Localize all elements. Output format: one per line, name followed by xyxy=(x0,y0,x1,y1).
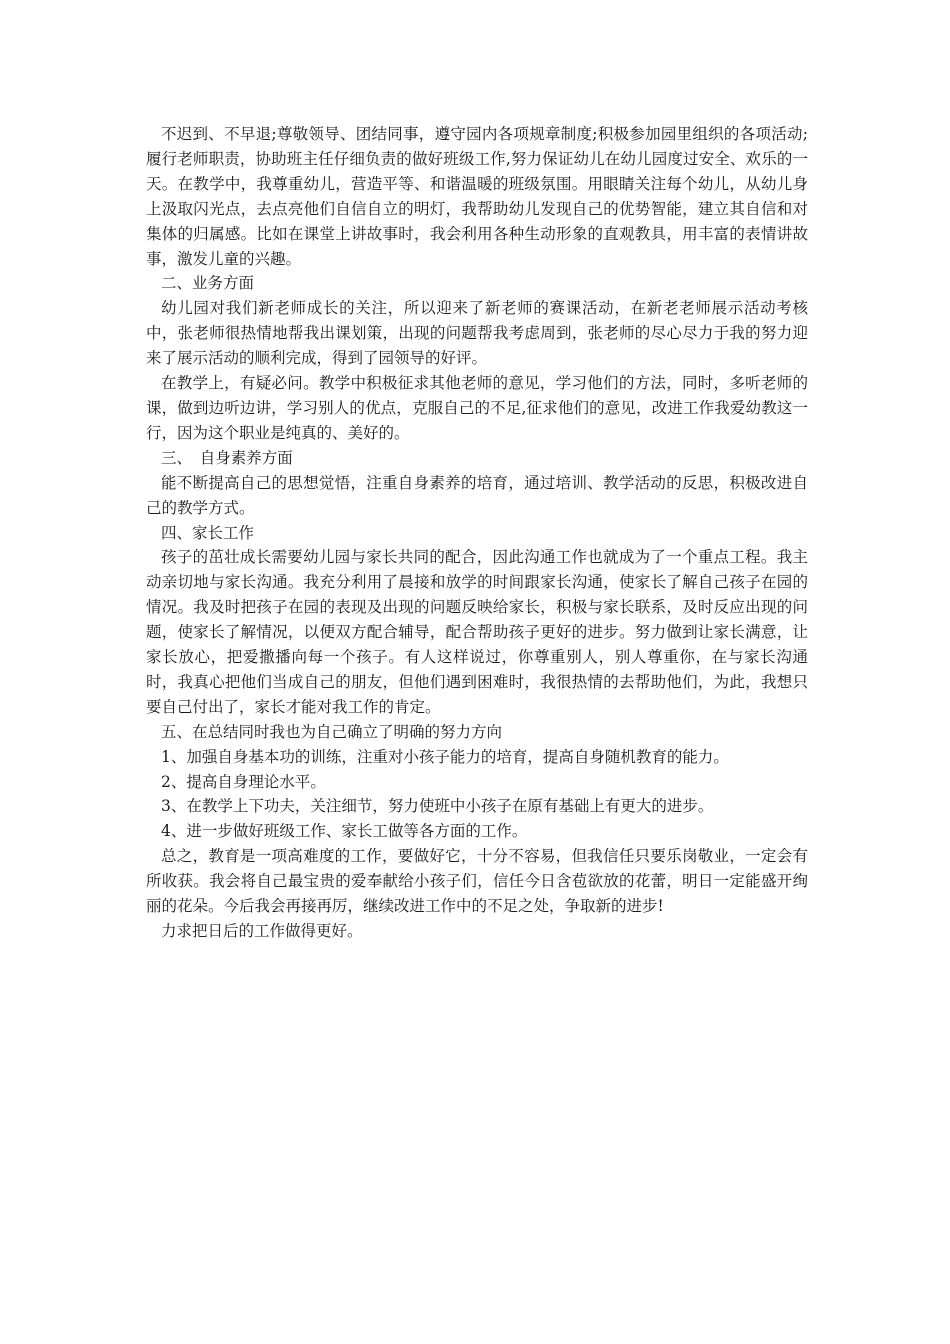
paragraph-closing: 力求把日后的工作做得更好。 xyxy=(161,922,363,940)
paragraph-parent-communication: 孩子的茁壮成长需要幼儿园与家长共同的配合，因此沟通工作也就成为了一个重点工程。我主动亲切地与家长沟通。我充分利用了晨接和放学的时间跟家长沟通，使家长了解自己孩子在园的情况。我及时把孩子在园的表现及出现的问题反映给家长，积极与家长联系，及时反应出现的问题，使家长了解情况，以便双方配合辅导，配合帮助孩子更好的进步。努力做到让家长满意，让家长放心，把爱撒播向每一个孩子。有人这样说过，你尊重别人，别人尊重你，在与家长沟通时，我真心把他们当成自己的朋友，但他们遇到困难时，我很热情的去帮助他们，为此，我想只要自己付出了，家长才能对我工作的肯定。 xyxy=(146,548,808,716)
paragraph-conclusion: 总之，教育是一项高难度的工作，要做好它，十分不容易，但我信任只要乐岗敬业，一定会有所收获。我会将自己最宝贵的爱奉献给小孩子们，信任今日含苞欲放的花蕾，明日一定能盛开绚丽的花朵。今后我会再接再厉，继续改进工作中的不足之处，争取新的进步! xyxy=(146,847,808,916)
heading-business: 二、业务方面 xyxy=(161,274,255,293)
list-item-2: 2、提高自身理论水平。 xyxy=(161,772,326,791)
document-body xyxy=(146,122,808,944)
list-item-3: 3、在教学上下功夫，关注细节，努力使班中小孩子在原有基础上有更大的进步。 xyxy=(161,797,714,816)
paragraph-conduct: 不迟到、不早退;尊敬领导、团结同事，遵守园内各项规章制度;积极参加园里组织的各项活动;履行老师职责，协助班主任仔细负责的做好班级工作,努力保证幼儿在幼儿园度过安全、欢乐的一天。在教学中，我尊重幼儿，营造平等、和谐温暖的班级氛围。用眼睛关注每个幼儿，从幼儿身上汲取闪光点，去点亮他们自信自立的明灯，我帮助幼儿发现自己的优势智能，建立其自信和对集体的归属感。比如在课堂上讲故事时，我会利用各种生动形象的直观教具，用丰富的表情讲故事，激发儿童的兴趣。 xyxy=(146,125,808,268)
heading-parent-work: 四、家长工作 xyxy=(161,523,255,542)
heading-future-direction: 五、在总结同时我也为自己确立了明确的努力方向 xyxy=(161,722,503,741)
paragraph-new-teacher-contest: 幼儿园对我们新老师成长的关注，所以迎来了新老师的赛课活动，在新老老师展示活动考核中，张老师很热情地帮我出课划策，出现的问题帮我考虑周到，张老师的尽心尽力于我的努力迎来了展示活动的顺利完成，得到了园领导的好评。 xyxy=(146,299,808,368)
paragraph-teaching-questions: 在教学上，有疑必问。教学中积极征求其他老师的意见，学习他们的方法，同时，多听老师的课，做到边听边讲，学习别人的优点，克服自己的不足,征求他们的意见，改进工作我爱幼教这一行，因为这个职业是纯真的、美好的。 xyxy=(146,374,808,442)
list-item-1: 1、加强自身基本功的训练，注重对小孩子能力的培育，提高自身随机教育的能力。 xyxy=(161,747,729,766)
paragraph-self-improvement: 能不断提高自己的思想觉悟，注重自身素养的培育，通过培训、教学活动的反思，积极改进自己的教学方式。 xyxy=(146,473,808,517)
heading-self-quality: 三、 自身素养方面 xyxy=(161,448,293,467)
list-item-4: 4、进一步做好班级工作、家长工做等各方面的工作。 xyxy=(161,822,528,841)
